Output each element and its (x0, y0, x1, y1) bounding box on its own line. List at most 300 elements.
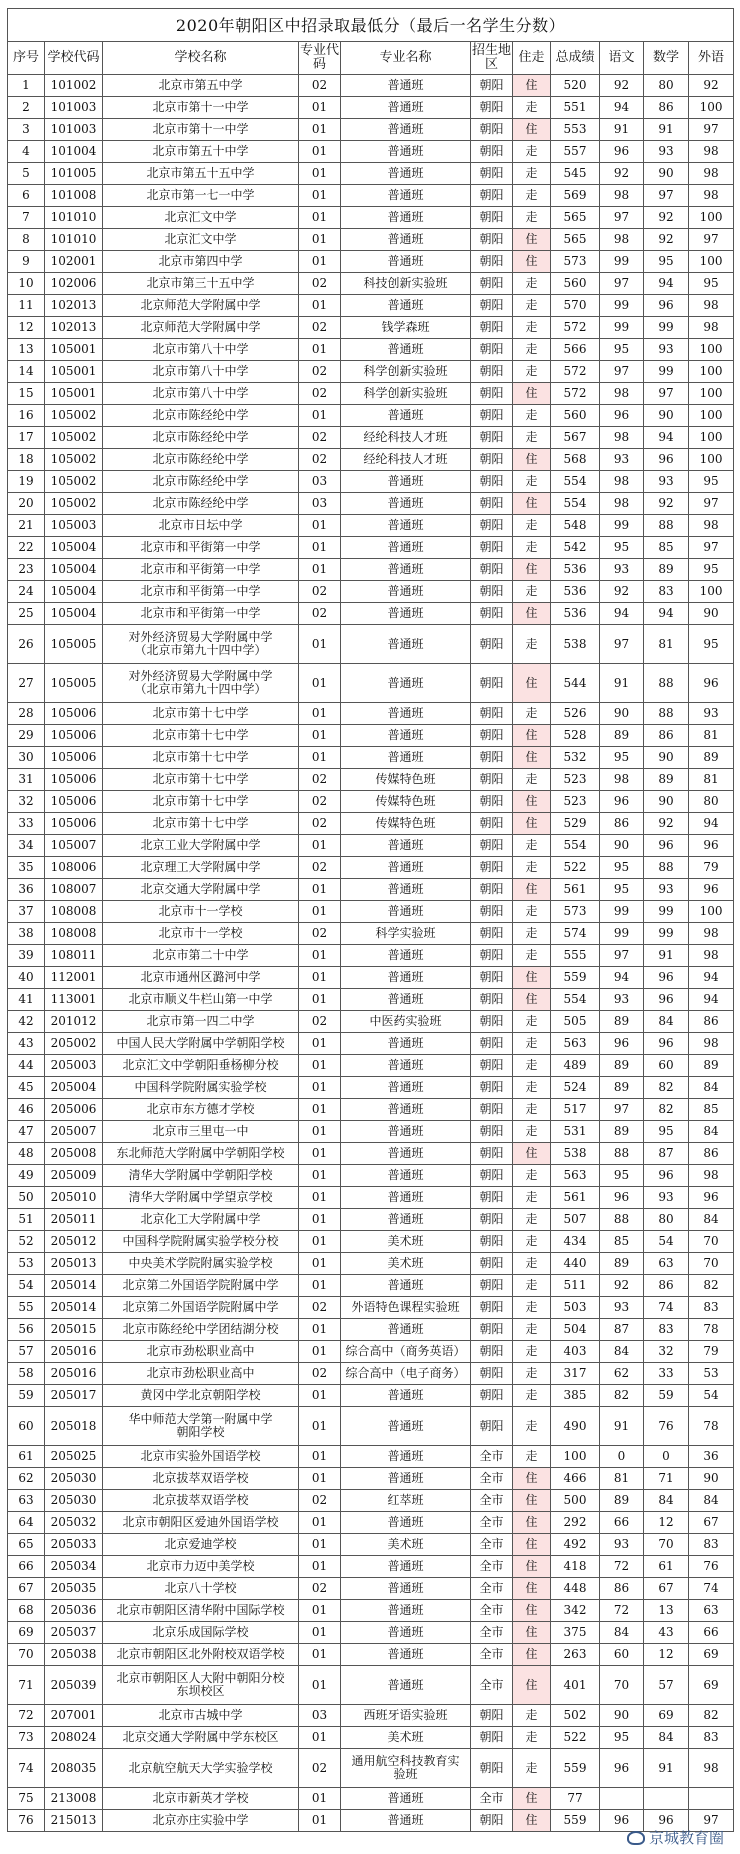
cell-total: 572 (551, 383, 600, 405)
cell-region: 朝阳 (471, 813, 513, 835)
cell-region: 全市 (471, 1600, 513, 1622)
cell-region: 朝阳 (471, 229, 513, 251)
cell-math (644, 1788, 689, 1810)
table-row (8, 1363, 734, 1385)
header-school-name: 学校名称 (103, 42, 299, 75)
cell-major-code: 01 (299, 1341, 341, 1363)
cell-english: 100 (689, 427, 734, 449)
cell-english: 69 (689, 1644, 734, 1666)
cell-school-name: 北京市第八十中学 (103, 383, 299, 405)
cell-index: 55 (8, 1297, 45, 1319)
cell-index: 7 (8, 207, 45, 229)
cell-english: 98 (689, 141, 734, 163)
cell-school-name: 黄冈中学北京朝阳学校 (103, 1385, 299, 1407)
cell-school-code: 213008 (45, 1788, 103, 1810)
cell-boarding: 住 (513, 879, 551, 901)
cell-english: 67 (689, 1512, 734, 1534)
table-row (8, 1033, 734, 1055)
cell-boarding: 住 (513, 1622, 551, 1644)
cell-index: 71 (8, 1666, 45, 1705)
cell-chinese: 92 (600, 581, 644, 603)
cell-school-code: 207001 (45, 1705, 103, 1727)
cell-boarding: 走 (513, 471, 551, 493)
cell-major-code: 01 (299, 1446, 341, 1468)
cell-english: 96 (689, 664, 734, 703)
cell-major-code: 02 (299, 1749, 341, 1788)
cell-boarding: 走 (513, 1187, 551, 1209)
cell-major-code: 01 (299, 1099, 341, 1121)
cell-chinese: 91 (600, 1407, 644, 1446)
cell-total: 536 (551, 581, 600, 603)
cell-school-code: 105001 (45, 339, 103, 361)
cell-school-code: 205025 (45, 1446, 103, 1468)
cell-school-code: 205016 (45, 1341, 103, 1363)
cell-english: 100 (689, 383, 734, 405)
cell-english: 84 (689, 1077, 734, 1099)
cell-math: 88 (644, 703, 689, 725)
cell-chinese: 89 (600, 1055, 644, 1077)
cell-region: 朝阳 (471, 1143, 513, 1165)
cell-school-name: 北京市劲松职业高中 (103, 1363, 299, 1385)
cell-english: 94 (689, 813, 734, 835)
cell-major-name: 普通班 (341, 185, 471, 207)
cell-region: 朝阳 (471, 1319, 513, 1341)
cell-school-code: 205032 (45, 1512, 103, 1534)
cell-boarding: 走 (513, 1297, 551, 1319)
cell-math: 91 (644, 119, 689, 141)
cell-english: 94 (689, 967, 734, 989)
cell-region: 朝阳 (471, 1231, 513, 1253)
cell-school-name: 北京市力迈中美学校 (103, 1556, 299, 1578)
cell-school-name: 北京市第十七中学 (103, 725, 299, 747)
cell-total: 507 (551, 1209, 600, 1231)
cell-school-code: 205036 (45, 1600, 103, 1622)
cell-index: 16 (8, 405, 45, 427)
header-math: 数学 (644, 42, 689, 75)
cell-math: 88 (644, 515, 689, 537)
cell-school-code: 105002 (45, 427, 103, 449)
cell-math: 80 (644, 1209, 689, 1231)
cell-major-name: 普通班 (341, 989, 471, 1011)
cell-english: 84 (689, 1209, 734, 1231)
cell-english: 79 (689, 1341, 734, 1363)
cell-major-code: 02 (299, 1578, 341, 1600)
table-row (8, 1011, 734, 1033)
cell-index: 54 (8, 1275, 45, 1297)
cell-major-name: 钱学森班 (341, 317, 471, 339)
cell-english: 100 (689, 901, 734, 923)
cell-total: 403 (551, 1341, 600, 1363)
cell-region: 全市 (471, 1578, 513, 1600)
cell-index: 23 (8, 559, 45, 581)
cell-major-code: 01 (299, 747, 341, 769)
cell-english: 100 (689, 339, 734, 361)
cell-chinese: 97 (600, 273, 644, 295)
cell-total: 375 (551, 1622, 600, 1644)
cell-school-name: 北京市第八十中学 (103, 361, 299, 383)
cell-boarding: 住 (513, 559, 551, 581)
cell-index: 29 (8, 725, 45, 747)
cell-boarding: 走 (513, 361, 551, 383)
cell-school-code: 105006 (45, 813, 103, 835)
cell-school-name: 北京第二外国语学院附属中学 (103, 1297, 299, 1319)
cell-school-name: 北京八十学校 (103, 1578, 299, 1600)
cell-boarding: 走 (513, 1099, 551, 1121)
cell-major-name: 普通班 (341, 1209, 471, 1231)
cell-math: 94 (644, 603, 689, 625)
cell-school-code: 205010 (45, 1187, 103, 1209)
cell-major-name: 普通班 (341, 1187, 471, 1209)
cell-math: 86 (644, 725, 689, 747)
cell-english: 100 (689, 449, 734, 471)
cell-total: 520 (551, 75, 600, 97)
cell-major-code: 01 (299, 703, 341, 725)
cell-major-code: 01 (299, 664, 341, 703)
cell-major-code: 01 (299, 295, 341, 317)
cell-boarding: 走 (513, 857, 551, 879)
cell-math: 82 (644, 1077, 689, 1099)
cell-boarding: 住 (513, 1578, 551, 1600)
cell-major-code: 02 (299, 603, 341, 625)
cell-math: 90 (644, 163, 689, 185)
cell-region: 全市 (471, 1446, 513, 1468)
cell-chinese: 98 (600, 471, 644, 493)
cell-major-name: 普通班 (341, 559, 471, 581)
cell-school-name: 北京市第三十五中学 (103, 273, 299, 295)
cell-school-name: 对外经济贸易大学附属中学 （北京市第九十四中学） (103, 625, 299, 664)
cell-major-code: 01 (299, 835, 341, 857)
cell-boarding: 走 (513, 1319, 551, 1341)
table-row (8, 229, 734, 251)
watermark (627, 1827, 724, 1848)
cell-major-name: 普通班 (341, 229, 471, 251)
cell-english: 83 (689, 1297, 734, 1319)
cell-school-name: 北京市第十七中学 (103, 813, 299, 835)
cell-index: 26 (8, 625, 45, 664)
cell-math: 92 (644, 229, 689, 251)
cell-boarding: 走 (513, 317, 551, 339)
cell-school-code: 205017 (45, 1385, 103, 1407)
cell-major-code: 01 (299, 163, 341, 185)
cell-english: 100 (689, 405, 734, 427)
cell-region: 朝阳 (471, 317, 513, 339)
cell-major-name: 普通班 (341, 1512, 471, 1534)
cell-english: 81 (689, 725, 734, 747)
table-body (8, 75, 734, 1832)
cell-math: 71 (644, 1468, 689, 1490)
cell-english: 95 (689, 471, 734, 493)
cell-math: 90 (644, 791, 689, 813)
cell-school-name: 北京市东方德才学校 (103, 1099, 299, 1121)
watermark-text: 京城教育圈 (648, 1829, 724, 1847)
cell-math: 94 (644, 427, 689, 449)
table-row (8, 1077, 734, 1099)
cell-english: 54 (689, 1385, 734, 1407)
cell-major-code: 01 (299, 405, 341, 427)
table-row (8, 703, 734, 725)
cell-school-code: 205003 (45, 1055, 103, 1077)
cell-school-code: 205018 (45, 1407, 103, 1446)
table-row (8, 207, 734, 229)
cell-school-name: 北京市第一七一中学 (103, 185, 299, 207)
cell-major-name: 西班牙语实验班 (341, 1705, 471, 1727)
cell-major-name: 普通班 (341, 537, 471, 559)
cell-region: 朝阳 (471, 163, 513, 185)
cell-index: 34 (8, 835, 45, 857)
cell-school-name: 北京市陈经纶中学团结湖分校 (103, 1319, 299, 1341)
table-row (8, 405, 734, 427)
cell-total: 572 (551, 361, 600, 383)
cell-chinese: 97 (600, 625, 644, 664)
cell-math: 90 (644, 747, 689, 769)
cell-major-code: 01 (299, 1143, 341, 1165)
cell-boarding: 走 (513, 405, 551, 427)
cell-math: 12 (644, 1644, 689, 1666)
cell-major-name: 普通班 (341, 97, 471, 119)
cell-boarding: 住 (513, 791, 551, 813)
cell-index: 27 (8, 664, 45, 703)
cell-major-name: 传媒特色班 (341, 791, 471, 813)
cell-index: 19 (8, 471, 45, 493)
cell-major-name: 普通班 (341, 1275, 471, 1297)
cell-index: 12 (8, 317, 45, 339)
cell-major-code: 01 (299, 141, 341, 163)
cell-total: 542 (551, 537, 600, 559)
cell-major-code: 01 (299, 1253, 341, 1275)
table-row (8, 769, 734, 791)
cell-major-name: 普通班 (341, 1055, 471, 1077)
cell-total: 551 (551, 97, 600, 119)
cell-total: 567 (551, 427, 600, 449)
cell-major-name: 普通班 (341, 1077, 471, 1099)
cell-region: 朝阳 (471, 1209, 513, 1231)
cell-school-name: 清华大学附属中学朝阳学校 (103, 1165, 299, 1187)
table-row (8, 493, 734, 515)
cell-math: 74 (644, 1297, 689, 1319)
cell-math: 93 (644, 339, 689, 361)
cell-region: 朝阳 (471, 1385, 513, 1407)
table-row (8, 879, 734, 901)
cell-school-code: 101010 (45, 207, 103, 229)
cell-chinese: 89 (600, 1077, 644, 1099)
cell-major-code: 01 (299, 1033, 341, 1055)
cell-english: 79 (689, 857, 734, 879)
cell-school-code: 108008 (45, 901, 103, 923)
table-row (8, 1788, 734, 1810)
cell-english: 97 (689, 537, 734, 559)
cell-boarding: 走 (513, 945, 551, 967)
cell-school-name: 北京市第五十中学 (103, 141, 299, 163)
cell-chinese: 97 (600, 1099, 644, 1121)
cell-boarding: 住 (513, 1600, 551, 1622)
cell-math: 43 (644, 1622, 689, 1644)
cell-school-name: 北京市朝阳区爱迪外国语学校 (103, 1512, 299, 1534)
cell-total: 524 (551, 1077, 600, 1099)
table-title: 2020年朝阳区中招录取最低分（最后一名学生分数） (8, 9, 734, 42)
cell-chinese: 92 (600, 75, 644, 97)
table-row (8, 1705, 734, 1727)
cell-major-code: 01 (299, 1231, 341, 1253)
cell-boarding: 走 (513, 581, 551, 603)
cell-school-code: 108007 (45, 879, 103, 901)
cell-major-code: 02 (299, 427, 341, 449)
header-index: 序号 (8, 42, 45, 75)
header-chinese: 语文 (600, 42, 644, 75)
cell-chinese: 95 (600, 857, 644, 879)
cell-chinese: 96 (600, 1033, 644, 1055)
cell-chinese: 99 (600, 317, 644, 339)
cell-math: 91 (644, 945, 689, 967)
cell-math: 93 (644, 1187, 689, 1209)
cell-boarding: 住 (513, 1512, 551, 1534)
table-row (8, 141, 734, 163)
cell-chinese: 98 (600, 769, 644, 791)
cell-region: 朝阳 (471, 471, 513, 493)
cell-math: 13 (644, 1600, 689, 1622)
cell-school-name: 北京航空航天大学实验学校 (103, 1749, 299, 1788)
cell-major-name: 普通班 (341, 967, 471, 989)
cell-math: 92 (644, 813, 689, 835)
cell-boarding: 走 (513, 273, 551, 295)
cell-region: 朝阳 (471, 383, 513, 405)
cell-boarding: 住 (513, 813, 551, 835)
header-total: 总成绩 (551, 42, 600, 75)
table-row (8, 295, 734, 317)
cell-major-name: 经纶科技人才班 (341, 449, 471, 471)
cell-school-name: 北京市顺义牛栏山第一中学 (103, 989, 299, 1011)
cell-school-name: 北京市十一学校 (103, 923, 299, 945)
cell-major-code: 01 (299, 945, 341, 967)
cell-major-code: 01 (299, 1810, 341, 1832)
cell-region: 朝阳 (471, 1253, 513, 1275)
cell-region: 朝阳 (471, 945, 513, 967)
cell-math: 95 (644, 251, 689, 273)
cell-major-code: 01 (299, 185, 341, 207)
cell-school-code: 201012 (45, 1011, 103, 1033)
cell-english: 96 (689, 879, 734, 901)
cell-math: 96 (644, 1165, 689, 1187)
cell-school-code: 205039 (45, 1666, 103, 1705)
cell-math: 84 (644, 1727, 689, 1749)
cell-school-name: 北京工业大学附属中学 (103, 835, 299, 857)
cell-region: 朝阳 (471, 449, 513, 471)
cell-boarding: 走 (513, 1363, 551, 1385)
cell-chinese: 60 (600, 1644, 644, 1666)
cell-school-code: 205013 (45, 1253, 103, 1275)
cell-math: 69 (644, 1705, 689, 1727)
cell-total: 77 (551, 1788, 600, 1810)
cell-boarding: 走 (513, 1033, 551, 1055)
cell-school-name: 北京汇文中学 (103, 229, 299, 251)
cell-total: 536 (551, 603, 600, 625)
cell-school-code: 105004 (45, 559, 103, 581)
cell-english: 98 (689, 945, 734, 967)
cell-total: 574 (551, 923, 600, 945)
cell-chinese: 97 (600, 207, 644, 229)
cell-major-code: 02 (299, 383, 341, 405)
cell-total: 568 (551, 449, 600, 471)
cell-index: 28 (8, 703, 45, 725)
table-row (8, 273, 734, 295)
cell-region: 全市 (471, 1644, 513, 1666)
cell-major-code: 03 (299, 471, 341, 493)
cell-total: 554 (551, 835, 600, 857)
table-row (8, 383, 734, 405)
cell-school-code: 205007 (45, 1121, 103, 1143)
cell-major-name: 普通班 (341, 1644, 471, 1666)
cell-major-name: 科学创新实验班 (341, 361, 471, 383)
cell-boarding: 走 (513, 625, 551, 664)
cell-english: 83 (689, 1727, 734, 1749)
cell-boarding: 走 (513, 769, 551, 791)
table-row (8, 1143, 734, 1165)
cell-english: 97 (689, 493, 734, 515)
cell-school-name: 中国科学院附属实验学校 (103, 1077, 299, 1099)
cell-boarding: 走 (513, 141, 551, 163)
cell-school-name: 北京爱迪学校 (103, 1534, 299, 1556)
cell-index: 32 (8, 791, 45, 813)
cell-index: 53 (8, 1253, 45, 1275)
cell-english: 90 (689, 603, 734, 625)
table-row (8, 1121, 734, 1143)
cell-english: 95 (689, 625, 734, 664)
cell-school-code: 108006 (45, 857, 103, 879)
cell-school-code: 105006 (45, 703, 103, 725)
cell-total: 263 (551, 1644, 600, 1666)
cell-index: 3 (8, 119, 45, 141)
cell-chinese: 94 (600, 967, 644, 989)
cell-total: 573 (551, 251, 600, 273)
cell-region: 朝阳 (471, 1055, 513, 1077)
cell-major-name: 普通班 (341, 1666, 471, 1705)
cell-school-code: 105007 (45, 835, 103, 857)
cell-index: 59 (8, 1385, 45, 1407)
table-row (8, 901, 734, 923)
cell-chinese: 70 (600, 1666, 644, 1705)
cell-school-name: 华中师范大学第一附属中学 朝阳学校 (103, 1407, 299, 1446)
cell-math: 93 (644, 471, 689, 493)
cell-major-code: 01 (299, 537, 341, 559)
cell-region: 全市 (471, 1512, 513, 1534)
cell-major-name: 普通班 (341, 295, 471, 317)
cell-school-code: 105005 (45, 625, 103, 664)
cell-region: 朝阳 (471, 725, 513, 747)
cell-region: 朝阳 (471, 141, 513, 163)
cell-index: 45 (8, 1077, 45, 1099)
cell-major-code: 01 (299, 1644, 341, 1666)
cell-school-name: 北京市三里屯一中 (103, 1121, 299, 1143)
cell-math: 70 (644, 1534, 689, 1556)
cell-chinese: 89 (600, 1253, 644, 1275)
cell-chinese: 97 (600, 361, 644, 383)
table-row (8, 317, 734, 339)
cell-chinese: 98 (600, 229, 644, 251)
cell-region: 朝阳 (471, 835, 513, 857)
cell-major-name: 综合高中（商务英语） (341, 1341, 471, 1363)
cell-english: 86 (689, 1143, 734, 1165)
table-row (8, 989, 734, 1011)
cell-region: 朝阳 (471, 75, 513, 97)
cell-index: 20 (8, 493, 45, 515)
cell-english: 98 (689, 163, 734, 185)
cell-total: 559 (551, 1810, 600, 1832)
table-row (8, 1600, 734, 1622)
cell-school-code: 108008 (45, 923, 103, 945)
cell-school-name: 北京市陈经纶中学 (103, 449, 299, 471)
cell-math: 86 (644, 97, 689, 119)
cell-math: 96 (644, 1810, 689, 1832)
cell-major-name: 中医药实验班 (341, 1011, 471, 1033)
